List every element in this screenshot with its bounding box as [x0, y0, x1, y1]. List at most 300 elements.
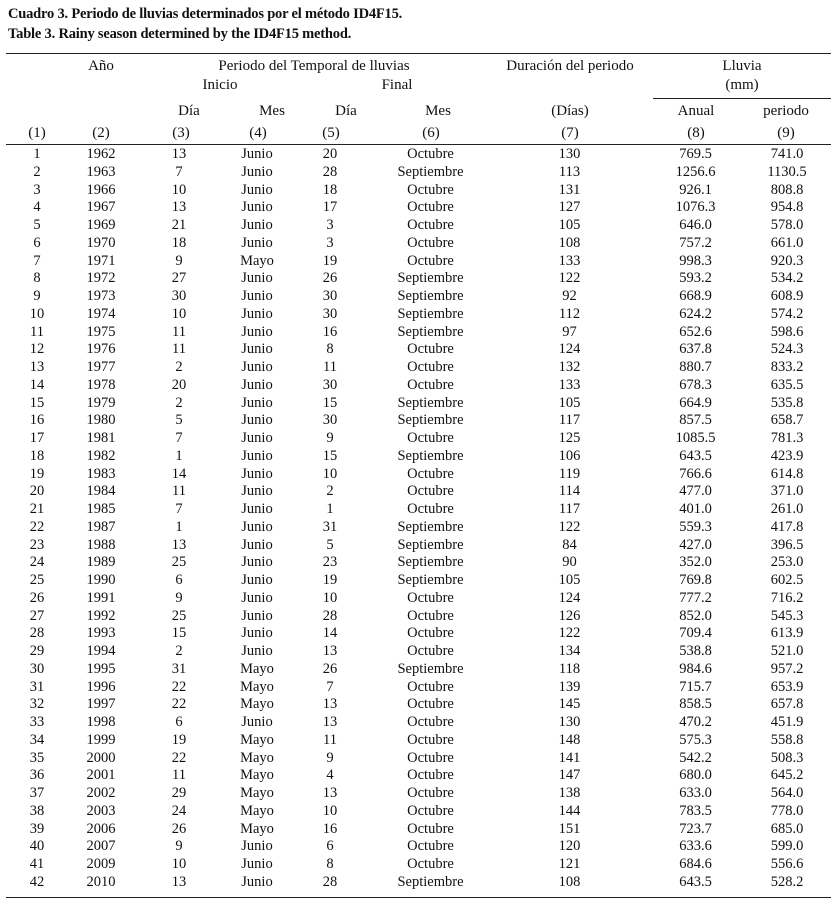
cell-end-day: 2 [326, 483, 334, 500]
cell-start-day: 6 [175, 714, 183, 730]
cell-annual-rain: 477.0 [679, 483, 712, 500]
cell-end-month: Septiembre [397, 288, 464, 304]
cell-start-month: Junio [241, 643, 273, 659]
table-row [6, 217, 831, 235]
cell-start-month: Junio [241, 394, 273, 411]
cell-duration-days: 105 [558, 572, 581, 588]
cell-end-day: 1 [326, 501, 334, 517]
table-row [6, 341, 831, 359]
cell-duration-days: 108 [558, 873, 581, 890]
cell-start-day: 11 [172, 341, 186, 358]
cell-year: 1982 [86, 447, 116, 464]
cell-start-month: Junio [241, 341, 273, 358]
cell-period-rain: 534.2 [770, 270, 804, 287]
cell-row-number: 42 [29, 873, 45, 890]
cell-end-day: 3 [326, 234, 334, 251]
table-row [6, 679, 831, 697]
cell-duration-days: 121 [558, 856, 581, 872]
cell-year: 1994 [86, 643, 116, 659]
cell-start-day: 11 [172, 767, 186, 784]
cell-year: 1978 [86, 376, 116, 393]
cell-row-number: 4 [33, 199, 41, 216]
cell-period-rain: 423.9 [770, 447, 804, 464]
cell-end-day: 16 [322, 820, 338, 837]
cell-year: 1998 [86, 714, 116, 730]
cell-period-rain: 778.0 [770, 802, 804, 819]
cell-end-day: 20 [322, 146, 338, 162]
table-row [6, 750, 831, 768]
cell-period-rain: 451.9 [770, 714, 804, 730]
cell-row-number: 27 [29, 607, 45, 624]
cell-row-number: 30 [29, 660, 45, 677]
cell-start-day: 26 [171, 820, 187, 837]
cell-year: 1991 [86, 589, 116, 606]
cell-annual-rain: 777.2 [679, 589, 712, 606]
cell-annual-rain: 559.3 [679, 518, 712, 535]
cell-annual-rain: 998.3 [679, 252, 712, 269]
cell-end-day: 5 [326, 536, 334, 553]
cell-duration-days: 130 [558, 714, 581, 730]
cell-duration-days: 138 [558, 785, 581, 801]
cell-row-number: 23 [29, 536, 45, 553]
cell-year: 2007 [86, 838, 116, 855]
cell-start-month: Junio [241, 288, 273, 304]
cell-year: 2006 [86, 820, 116, 837]
cell-start-day: 13 [171, 199, 187, 216]
cell-year: 1995 [86, 660, 116, 677]
cell-annual-rain: 984.6 [679, 660, 712, 677]
cell-year: 2003 [86, 802, 116, 819]
cell-row-number: 26 [29, 589, 45, 606]
cell-end-day: 9 [326, 430, 334, 446]
cell-row-number: 11 [30, 323, 44, 340]
cell-period-rain: 508.3 [770, 749, 804, 766]
cell-end-month: Septiembre [397, 270, 464, 287]
cell-end-day: 30 [322, 288, 338, 304]
col-number-8: (8) [687, 125, 705, 141]
cell-end-day: 10 [322, 589, 338, 606]
cell-annual-rain: 680.0 [679, 767, 712, 784]
table-row [6, 625, 831, 643]
cell-row-number: 38 [29, 802, 45, 819]
header-inicio: Inicio [202, 77, 238, 93]
table-row [6, 661, 831, 679]
cell-end-day: 13 [322, 696, 338, 713]
cell-period-rain: 661.0 [770, 234, 804, 251]
cell-end-month: Septiembre [397, 660, 464, 677]
table-row [6, 714, 831, 732]
top-rule [6, 53, 831, 54]
cell-end-month: Octubre [407, 749, 454, 766]
cell-start-day: 2 [175, 643, 183, 659]
cell-period-rain: 599.0 [770, 838, 804, 855]
cell-annual-rain: 352.0 [679, 554, 712, 571]
cell-period-rain: 808.8 [770, 181, 804, 198]
cell-duration-days: 126 [558, 607, 581, 624]
cell-annual-rain: 542.2 [679, 749, 712, 766]
cell-end-day: 6 [326, 838, 334, 855]
table-row [6, 430, 831, 448]
cell-start-day: 14 [171, 465, 187, 482]
cell-end-day: 28 [322, 163, 338, 180]
cell-period-rain: 741.0 [770, 146, 804, 162]
cell-duration-days: 97 [562, 323, 577, 340]
cell-duration-days: 144 [558, 802, 581, 819]
cell-year: 1983 [86, 465, 116, 482]
cell-duration-days: 131 [558, 181, 581, 198]
cell-start-day: 29 [171, 785, 187, 801]
cell-annual-rain: 643.5 [679, 873, 712, 890]
cell-end-day: 13 [322, 785, 338, 801]
cell-start-month: Mayo [240, 252, 274, 269]
cell-start-month: Junio [241, 554, 273, 571]
cell-start-day: 21 [171, 217, 187, 233]
cell-end-month: Octubre [407, 785, 454, 801]
cell-end-day: 13 [322, 643, 338, 659]
cell-row-number: 6 [33, 234, 41, 251]
cell-period-rain: 716.2 [770, 589, 804, 606]
cell-start-month: Junio [241, 714, 273, 730]
cell-duration-days: 130 [558, 146, 581, 162]
table-row [6, 537, 831, 555]
col-number-7: (7) [561, 125, 579, 141]
cell-year: 1970 [86, 234, 116, 251]
cell-end-month: Octubre [407, 838, 454, 855]
table-row [6, 270, 831, 288]
cell-annual-rain: 857.5 [679, 412, 712, 429]
cell-period-rain: 417.8 [770, 518, 804, 535]
cell-end-day: 14 [322, 625, 338, 642]
cell-year: 1997 [86, 696, 116, 713]
cell-end-month: Octubre [407, 234, 454, 251]
cell-row-number: 17 [29, 430, 45, 446]
cell-end-month: Septiembre [397, 394, 464, 411]
cell-period-rain: 535.8 [770, 394, 804, 411]
cell-annual-rain: 538.8 [679, 643, 712, 659]
header-anual: Anual [677, 103, 715, 119]
cell-end-month: Octubre [407, 696, 454, 713]
table-row [6, 306, 831, 324]
cell-year: 1969 [86, 217, 116, 233]
cell-period-rain: 574.2 [770, 305, 804, 322]
cell-row-number: 10 [29, 305, 45, 322]
cell-row-number: 32 [29, 696, 45, 713]
table-row [6, 377, 831, 395]
cell-start-month: Junio [241, 625, 273, 642]
header-mes-inicio: Mes [259, 103, 285, 119]
table-row [6, 856, 831, 874]
caption-english: Table 3. Rainy season determined by the ID4F15 method. [8, 26, 352, 42]
bottom-rule [6, 897, 831, 898]
table-row [6, 359, 831, 377]
cell-period-rain: 613.9 [770, 625, 804, 642]
header-dia-final: Día [335, 103, 357, 119]
cell-period-rain: 957.2 [770, 660, 804, 677]
cell-end-month: Octubre [407, 731, 454, 748]
cell-period-rain: 608.9 [770, 288, 804, 304]
cell-start-month: Junio [241, 873, 273, 890]
cell-year: 1993 [86, 625, 116, 642]
cell-year: 1976 [86, 341, 116, 358]
cell-year: 1996 [86, 678, 116, 695]
cell-end-day: 19 [322, 252, 338, 269]
cell-end-month: Octubre [407, 625, 454, 642]
header-final: Final [381, 77, 413, 93]
cell-duration-days: 90 [562, 554, 577, 571]
cell-annual-rain: 633.6 [679, 838, 712, 855]
cell-period-rain: 556.6 [770, 856, 804, 872]
cell-year: 1989 [86, 554, 116, 571]
cell-row-number: 13 [29, 359, 45, 375]
cell-start-month: Junio [241, 199, 273, 216]
col-number-5: (5) [322, 125, 340, 141]
cell-annual-rain: 769.5 [679, 146, 712, 162]
cell-row-number: 22 [29, 518, 45, 535]
cell-row-number: 25 [29, 572, 45, 588]
cell-row-number: 29 [29, 643, 45, 659]
cell-row-number: 20 [29, 483, 45, 500]
cell-duration-days: 119 [558, 465, 581, 482]
cell-start-day: 31 [171, 660, 187, 677]
cell-row-number: 33 [29, 714, 45, 730]
cell-row-number: 14 [29, 376, 45, 393]
cell-end-day: 23 [322, 554, 338, 571]
cell-duration-days: 114 [558, 483, 581, 500]
cell-row-number: 21 [29, 501, 45, 517]
cell-period-rain: 545.3 [770, 607, 804, 624]
cell-year: 2002 [86, 785, 116, 801]
table-row [6, 732, 831, 750]
cell-year: 2009 [86, 856, 116, 872]
cell-end-day: 8 [326, 341, 334, 358]
cell-start-day: 6 [175, 572, 183, 588]
cell-start-day: 22 [171, 749, 187, 766]
cell-row-number: 24 [29, 554, 45, 571]
cell-end-day: 19 [322, 572, 338, 588]
cell-start-day: 9 [175, 838, 183, 855]
table-row [6, 253, 831, 271]
cell-start-month: Mayo [240, 660, 274, 677]
cell-row-number: 31 [29, 678, 45, 695]
table-row [6, 448, 831, 466]
cell-end-day: 15 [322, 394, 338, 411]
cell-start-month: Mayo [240, 802, 274, 819]
cell-end-day: 7 [326, 678, 334, 695]
table-row [6, 785, 831, 803]
cell-year: 1990 [86, 572, 116, 588]
cell-start-month: Junio [241, 181, 273, 198]
cell-start-month: Mayo [240, 678, 274, 695]
cell-row-number: 16 [29, 412, 45, 429]
cell-annual-rain: 783.5 [679, 802, 712, 819]
cell-year: 1999 [86, 731, 116, 748]
cell-duration-days: 125 [558, 430, 581, 446]
col-number-2: (2) [92, 125, 110, 141]
cell-period-rain: 524.3 [770, 341, 804, 358]
table-row [6, 324, 831, 342]
cell-duration-days: 113 [558, 163, 581, 180]
cell-year: 1963 [86, 163, 116, 180]
cell-start-day: 1 [175, 447, 183, 464]
cell-end-month: Septiembre [397, 323, 464, 340]
header-lluvia: Lluvia [722, 58, 762, 74]
cell-year: 1962 [86, 146, 116, 162]
cell-end-month: Septiembre [397, 518, 464, 535]
cell-duration-days: 124 [558, 341, 581, 358]
cell-period-rain: 954.8 [770, 199, 804, 216]
cell-end-day: 8 [326, 856, 334, 872]
cell-duration-days: 117 [558, 501, 581, 517]
cell-annual-rain: 723.7 [679, 820, 712, 837]
cell-year: 1984 [86, 483, 116, 500]
cell-period-rain: 1130.5 [767, 163, 807, 180]
cell-period-rain: 598.6 [770, 323, 804, 340]
cell-year: 2000 [86, 749, 116, 766]
cell-end-month: Octubre [407, 430, 454, 446]
cell-start-day: 13 [171, 146, 187, 162]
table-row [6, 821, 831, 839]
cell-end-day: 18 [322, 181, 338, 198]
cell-end-month: Octubre [407, 465, 454, 482]
table-row [6, 572, 831, 590]
cell-period-rain: 371.0 [770, 483, 804, 500]
cell-duration-days: 147 [558, 767, 581, 784]
cell-end-month: Octubre [407, 376, 454, 393]
cell-period-rain: 396.5 [770, 536, 804, 553]
cell-annual-rain: 664.9 [679, 394, 712, 411]
cell-row-number: 15 [29, 394, 45, 411]
cell-start-day: 11 [172, 483, 186, 500]
cell-annual-rain: 852.0 [679, 607, 712, 624]
table-row [6, 608, 831, 626]
cell-annual-rain: 643.5 [679, 447, 712, 464]
cell-annual-rain: 637.8 [679, 341, 712, 358]
cell-start-day: 9 [175, 589, 183, 606]
col-number-4: (4) [249, 125, 267, 141]
cell-end-month: Octubre [407, 607, 454, 624]
cell-year: 1967 [86, 199, 116, 216]
cell-period-rain: 528.2 [770, 873, 804, 890]
cell-row-number: 41 [29, 856, 45, 872]
cell-period-rain: 685.0 [770, 820, 804, 837]
cell-period-rain: 253.0 [770, 554, 804, 571]
cell-end-month: Septiembre [397, 536, 464, 553]
cell-end-month: Octubre [407, 359, 454, 375]
cell-annual-rain: 427.0 [679, 536, 712, 553]
cell-annual-rain: 709.4 [679, 625, 712, 642]
table-row [6, 288, 831, 306]
cell-end-day: 28 [322, 607, 338, 624]
cell-end-day: 4 [326, 767, 334, 784]
cell-start-month: Junio [241, 430, 273, 446]
cell-end-month: Octubre [407, 341, 454, 358]
col-number-3: (3) [172, 125, 190, 141]
cell-start-day: 20 [171, 376, 187, 393]
cell-start-month: Junio [241, 323, 273, 340]
cell-start-month: Junio [241, 217, 273, 233]
cell-end-month: Septiembre [397, 873, 464, 890]
cell-end-month: Septiembre [397, 163, 464, 180]
cell-end-month: Septiembre [397, 305, 464, 322]
cell-period-rain: 578.0 [770, 217, 804, 233]
cell-duration-days: 105 [558, 217, 581, 233]
cell-end-day: 28 [322, 873, 338, 890]
cell-end-day: 3 [326, 217, 334, 233]
cell-period-rain: 833.2 [770, 359, 804, 375]
cell-start-day: 24 [171, 802, 187, 819]
cell-start-month: Junio [241, 412, 273, 429]
cell-period-rain: 645.2 [770, 767, 804, 784]
cell-start-month: Junio [241, 359, 273, 375]
cell-end-day: 30 [322, 376, 338, 393]
cell-year: 1974 [86, 305, 116, 322]
cell-row-number: 7 [33, 252, 41, 269]
table-row [6, 235, 831, 253]
cell-end-month: Octubre [407, 181, 454, 198]
cell-duration-days: 134 [558, 643, 581, 659]
cell-duration-days: 148 [558, 731, 581, 748]
cell-end-month: Octubre [407, 589, 454, 606]
cell-end-day: 13 [322, 714, 338, 730]
table-row [6, 803, 831, 821]
cell-row-number: 40 [29, 838, 45, 855]
cell-duration-days: 122 [558, 518, 581, 535]
cell-start-day: 13 [171, 873, 187, 890]
cell-end-month: Octubre [407, 501, 454, 517]
cell-end-day: 30 [322, 305, 338, 322]
cell-start-month: Junio [241, 572, 273, 588]
cell-start-day: 5 [175, 412, 183, 429]
cell-year: 1992 [86, 607, 116, 624]
cell-annual-rain: 633.0 [679, 785, 712, 801]
cell-start-day: 10 [171, 856, 187, 872]
cell-end-day: 11 [323, 731, 337, 748]
cell-start-day: 9 [175, 252, 183, 269]
cell-start-month: Junio [241, 536, 273, 553]
cell-annual-rain: 880.7 [679, 359, 712, 375]
cell-row-number: 3 [33, 181, 41, 198]
cell-year: 1987 [86, 518, 116, 535]
col-number-9: (9) [777, 125, 795, 141]
cell-duration-days: 132 [558, 359, 581, 375]
header-mes-final: Mes [425, 103, 451, 119]
cell-annual-rain: 652.6 [679, 323, 712, 340]
table-row [6, 696, 831, 714]
header-periodo-temporal: Periodo del Temporal de lluvias [218, 58, 410, 74]
cell-start-month: Mayo [240, 696, 274, 713]
cell-row-number: 8 [33, 270, 41, 287]
cell-annual-rain: 1256.6 [675, 163, 716, 180]
cell-annual-rain: 575.3 [679, 731, 712, 748]
cell-start-day: 15 [171, 625, 187, 642]
cell-row-number: 28 [29, 625, 45, 642]
cell-duration-days: 84 [562, 536, 577, 553]
cell-start-month: Junio [241, 518, 273, 535]
table-row [6, 466, 831, 484]
cell-period-rain: 657.8 [770, 696, 804, 713]
cell-year: 1985 [86, 501, 116, 517]
cell-duration-days: 106 [558, 447, 581, 464]
cell-year: 2001 [86, 767, 116, 784]
table-row [6, 483, 831, 501]
table-row [6, 643, 831, 661]
cell-duration-days: 127 [558, 199, 581, 216]
rainy-season-table [6, 146, 831, 892]
cell-annual-rain: 470.2 [679, 714, 712, 730]
cell-start-day: 2 [175, 394, 183, 411]
cell-start-day: 25 [171, 607, 187, 624]
cell-start-month: Mayo [240, 749, 274, 766]
